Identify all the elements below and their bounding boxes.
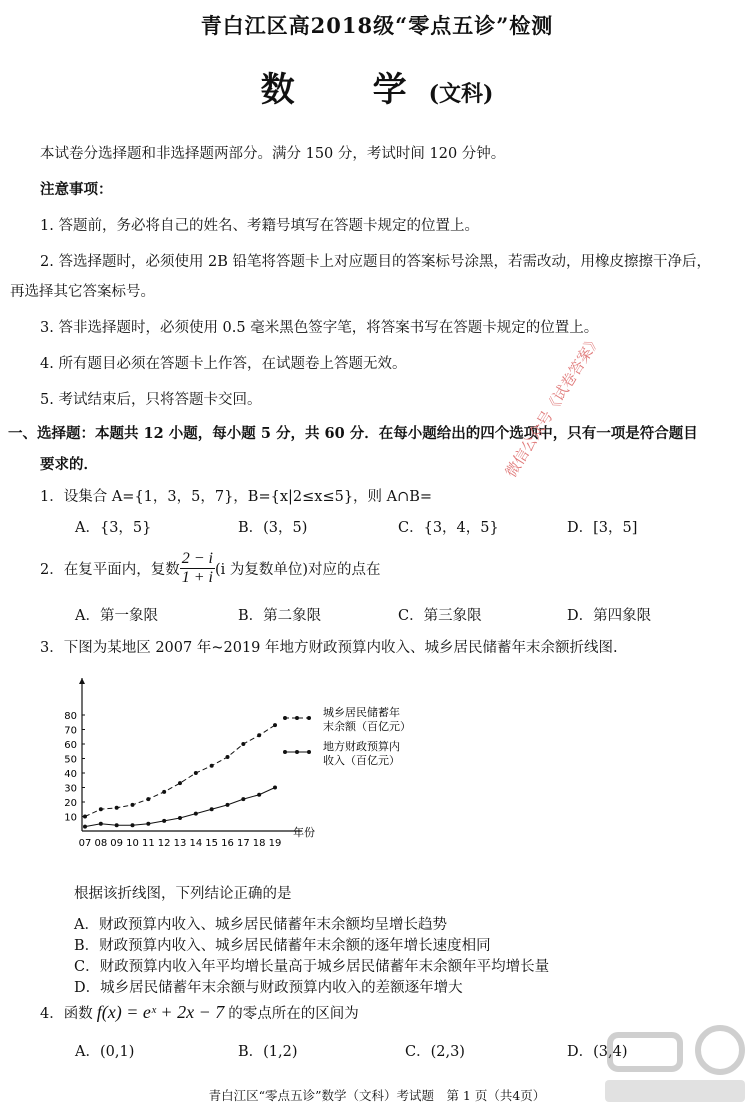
q2-option-a: A．第一象限 <box>75 608 158 624</box>
q4-option-a: A．(0,1) <box>75 1044 135 1060</box>
legend-label: 城乡居民储蓄年 <box>323 706 400 719</box>
y-tick-label: 40 <box>64 769 77 780</box>
chart-series <box>83 723 277 829</box>
data-point <box>131 823 135 827</box>
data-point <box>257 793 261 797</box>
page-footer: 青白江区“零点五诊”数学（文科）考试题 第 1 页（共4页） <box>208 1088 546 1103</box>
q3-lead: 根据该折线图，下列结论正确的是 <box>74 886 292 902</box>
series-line <box>85 725 275 816</box>
legend-marker <box>307 750 311 754</box>
notice-item-cont: 再选择其它答案标号。 <box>10 284 155 300</box>
legend-marker <box>307 716 311 720</box>
legend-label: 收入（百亿元） <box>323 754 400 767</box>
y-axis-arrow <box>79 678 85 684</box>
data-point <box>115 823 119 827</box>
q4-function: f(x) = eˣ + 2x − 7 <box>96 1001 225 1022</box>
y-tick-label: 50 <box>64 754 77 766</box>
x-tick-label: 10 <box>126 838 139 849</box>
question-2-stem <box>40 545 381 591</box>
data-point <box>162 819 166 823</box>
data-point <box>257 733 261 737</box>
legend-marker <box>283 716 287 720</box>
data-point <box>226 755 230 759</box>
data-point <box>273 723 277 727</box>
question-3-stem: 3．下图为某地区 2007 年~2019 年地方财政预算内收入、城乡居民储蓄年末余额折线图. <box>40 640 618 656</box>
subject-main: 数 学 <box>260 70 429 110</box>
q2-option-d: D．第四象限 <box>567 608 652 624</box>
data-point <box>146 822 150 826</box>
q1-option-a: A．{3，5} <box>75 520 152 536</box>
q4-option-b: B．(1,2) <box>238 1044 298 1060</box>
q1-option-b: B．(3，5) <box>238 520 308 536</box>
q2-stem-after: (i 为复数单位)对应的点在 <box>214 561 381 578</box>
y-tick-label: 10 <box>64 812 77 824</box>
q4-option-d: D．(3,4) <box>567 1044 628 1060</box>
x-tick-label: 18 <box>252 838 266 849</box>
subject-title <box>0 62 754 111</box>
chart-ticks <box>64 711 281 849</box>
data-point <box>226 803 230 807</box>
chart-xlabel: 年份 <box>293 826 315 839</box>
q4-stem-before: 4．函数 <box>40 1005 93 1022</box>
data-point <box>146 797 150 801</box>
notice-item: 5. 考试结束后，只将答题卡交回。 <box>40 392 262 408</box>
x-tick-label: 14 <box>189 838 203 849</box>
data-point <box>99 807 103 811</box>
data-point <box>194 812 198 816</box>
x-tick-label: 17 <box>236 838 250 849</box>
y-tick-label: 30 <box>64 783 77 795</box>
q3-option-d: D．城乡居民储蓄年末余额与财政预算内收入的差额逐年增大 <box>74 980 463 996</box>
question-4-stem <box>40 998 359 1026</box>
notice-item: 3. 答非选择题时，必须使用 0.5 毫米黑色签字笔，将答案书写在答题卡规定的位置上。 <box>40 320 599 336</box>
q4-option-c: C．(2,3) <box>405 1044 465 1060</box>
subject-note: (文科) <box>428 81 494 107</box>
q2-option-b: B．第二象限 <box>238 608 322 624</box>
section-heading-cont: 要求的． <box>40 456 98 473</box>
q3-option-c: C．财政预算内收入年平均增长量高于城乡居民储蓄年末余额年平均增长量 <box>74 959 550 975</box>
data-point <box>210 764 214 768</box>
x-tick-label: 16 <box>221 838 234 849</box>
data-point <box>83 815 87 819</box>
legend-marker <box>295 716 299 720</box>
q3-option-b: B．财政预算内收入、城乡居民储蓄年末余额的逐年增长速度相同 <box>74 938 491 954</box>
data-point <box>131 803 135 807</box>
data-point <box>99 822 103 826</box>
legend-marker <box>295 750 299 754</box>
q3-option-a: A．财政预算内收入、城乡居民储蓄年末余额均呈增长趋势 <box>74 917 447 933</box>
data-point <box>241 742 245 746</box>
notice-heading: 注意事项： <box>40 181 113 198</box>
notice-item: 4. 所有题目必须在答题卡上作答，在试题卷上答题无效。 <box>40 356 407 372</box>
y-tick-label: 60 <box>64 740 77 751</box>
q4-stem-after: 的零点所在的区间为 <box>228 1005 359 1022</box>
chart-axes <box>79 678 302 831</box>
legend-label: 地方财政预算内 <box>323 740 400 753</box>
chart-legend <box>283 705 411 767</box>
legend-label: 末余额（百亿元） <box>323 720 411 733</box>
x-tick-label: 12 <box>157 838 171 849</box>
series-line <box>85 788 275 827</box>
x-tick-label: 11 <box>141 838 155 849</box>
q2-stem-before: 2．在复平面内，复数 <box>40 561 180 578</box>
data-point <box>241 797 245 801</box>
x-tick-label: 13 <box>173 838 187 849</box>
data-point <box>194 771 198 775</box>
data-point <box>178 816 182 820</box>
q2-option-c: C．第三象限 <box>398 608 482 624</box>
q2-fraction-denominator: 1 + i <box>181 568 213 586</box>
notice-item: 1. 答题前，务必将自己的姓名、考籍号填写在答题卡规定的位置上。 <box>40 218 479 234</box>
y-tick-label: 70 <box>64 725 77 737</box>
x-tick-label: 07 <box>78 838 92 849</box>
q1-option-c: C．{3，4，5} <box>398 520 499 536</box>
intro-text: 本试卷分选择题和非选择题两部分。满分 150 分，考试时间 120 分钟。 <box>40 146 506 162</box>
x-tick-label: 09 <box>110 838 124 849</box>
section-heading: 一、选择题：本题共 12 小题，每小题 5 分，共 60 分．在每小题给出的四个选项中，只有一项是符合题目 <box>8 425 698 442</box>
x-tick-label: 15 <box>205 838 219 849</box>
question-1-stem: 1．设集合 A={1，3，5，7}，B={x|2≤x≤5}，则 A∩B= <box>40 489 433 505</box>
y-tick-label: 80 <box>64 711 77 722</box>
y-tick-label: 20 <box>64 798 77 809</box>
data-point <box>115 806 119 810</box>
data-point <box>210 807 214 811</box>
data-point <box>162 790 166 794</box>
q1-option-d: D．[3，5] <box>567 520 638 536</box>
data-point <box>178 781 182 785</box>
data-point <box>273 786 277 790</box>
exam-title: 青白江区高2018级“零点五诊”检测 <box>200 13 554 38</box>
data-point <box>83 825 87 829</box>
x-tick-label: 08 <box>94 838 108 849</box>
legend-marker <box>283 750 287 754</box>
q2-fraction <box>180 550 215 587</box>
notice-item: 2. 答选择题时，必须使用 2B 铅笔将答题卡上对应题目的答案标号涂黑，若需改动，用橡皮擦擦干净后， <box>40 254 712 270</box>
x-tick-label: 19 <box>268 838 282 849</box>
q2-fraction-numerator: 2 − i <box>181 549 213 567</box>
line-chart <box>55 668 435 864</box>
watermark-text: 微信公众号《试卷答案》 <box>501 331 605 481</box>
